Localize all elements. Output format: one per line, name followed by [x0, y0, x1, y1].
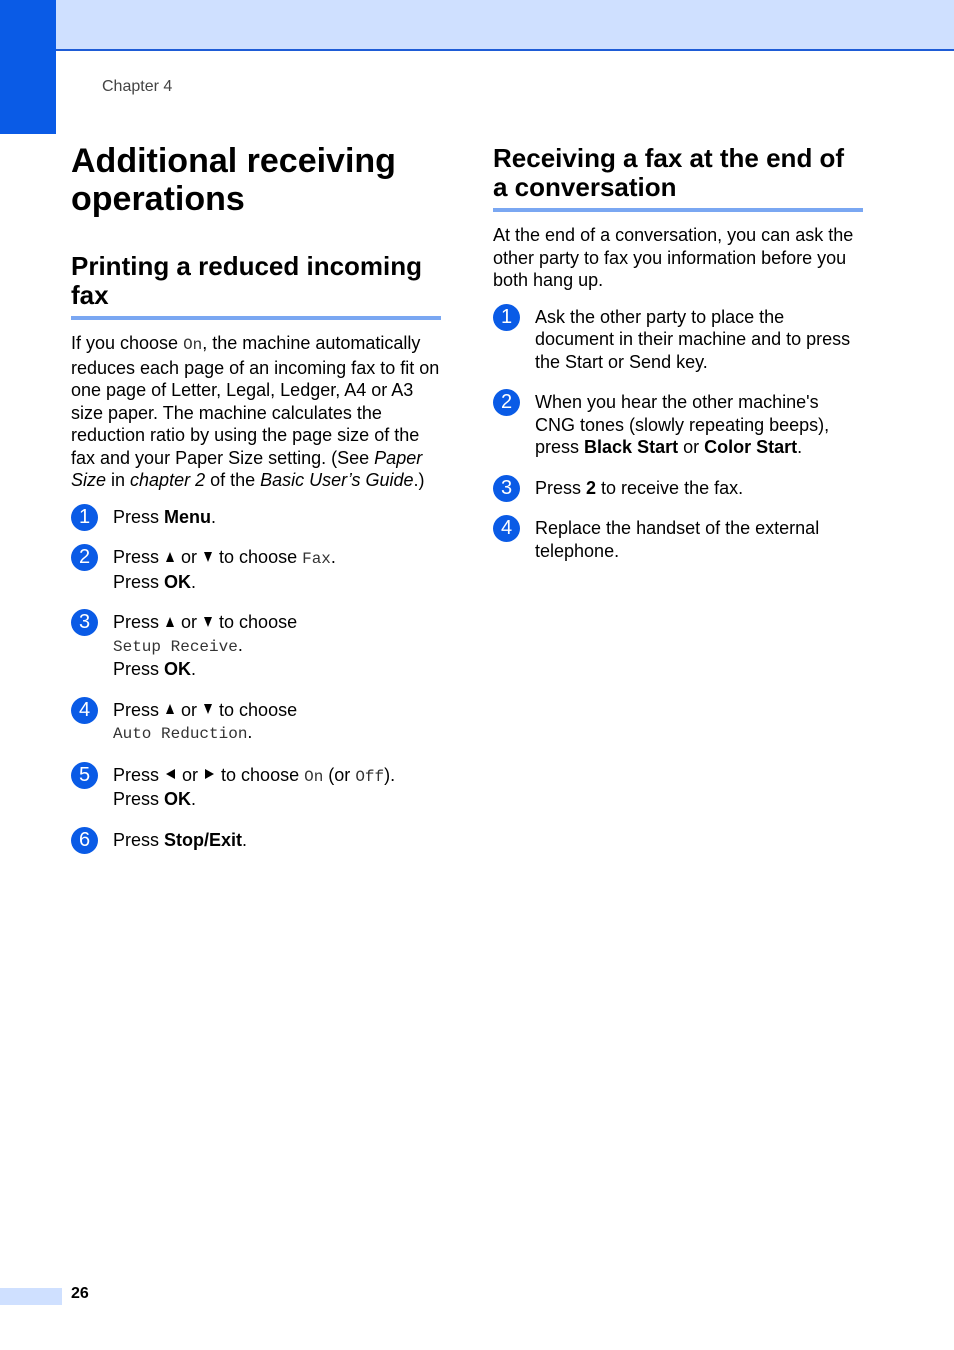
step-text: Press — [113, 699, 165, 720]
option-on: On — [183, 336, 203, 354]
step-text: Ask the other party to place the document in their machine and to press the Start or Send key. — [535, 306, 851, 372]
step-number: 6 — [71, 827, 98, 854]
step-number: 5 — [71, 762, 98, 789]
up-arrow-icon — [166, 704, 174, 714]
step-item — [493, 517, 863, 562]
reduced-fax-steps — [71, 506, 441, 852]
step-text: Press — [113, 789, 165, 809]
key-name: Color Start — [704, 437, 798, 457]
step-text: Replace the handset of the external telephone. — [535, 518, 820, 561]
step-item — [71, 699, 441, 746]
step-text: Press — [113, 506, 165, 527]
step-text: ). — [384, 764, 396, 785]
step-text: to choose — [216, 764, 305, 785]
step-text: Press — [113, 547, 165, 567]
step-item — [71, 829, 441, 852]
step-text: Press — [535, 477, 587, 498]
step-text: . — [211, 506, 217, 527]
step-number: 3 — [493, 475, 520, 502]
intro-text: If you choose — [71, 333, 184, 353]
key-name: Black Start — [584, 437, 679, 457]
step-text: When you hear the other machine's CNG tones (slowly repeating beeps), press — [535, 392, 830, 457]
end-of-conversation-steps — [493, 306, 863, 563]
key-name: OK — [164, 659, 192, 679]
key-name: 2 — [586, 477, 597, 498]
left-arrow-icon — [166, 769, 175, 779]
step-text: Press — [113, 659, 165, 679]
step-item — [71, 546, 441, 593]
step-text: to choose — [214, 547, 303, 567]
left-column — [71, 142, 441, 869]
key-name: OK — [164, 789, 192, 809]
intro-text: , the machine automatically reduces each page of an incoming fax to fit on one page of Letter, Legal, Ledger, A4 or A3 size paper. The machine calculates the reduction ratio by using the page size of the fax and your Paper Size setting. (See — [71, 333, 440, 468]
step-text: or — [177, 764, 204, 785]
chapter-tab — [0, 0, 56, 134]
step-number: 3 — [71, 609, 98, 636]
step-text: or — [176, 612, 203, 632]
ref-chapter: chapter 2 — [130, 470, 206, 490]
step-item — [493, 391, 863, 459]
key-name: Stop/Exit — [164, 829, 243, 850]
ref-guide: Basic User’s Guide — [260, 470, 414, 490]
step-text: . — [237, 634, 243, 655]
menu-option: Setup Receive — [113, 637, 238, 656]
step-text: or — [176, 547, 203, 567]
menu-option: Off — [355, 767, 385, 786]
down-arrow-icon — [204, 704, 212, 714]
menu-option: Auto Reduction — [113, 725, 248, 743]
header-band — [0, 0, 954, 51]
chapter-label: Chapter 4 — [102, 78, 173, 95]
intro-text: of the — [205, 470, 261, 490]
step-number: 1 — [71, 504, 98, 531]
step-text: . — [191, 659, 197, 679]
key-name: Menu — [164, 506, 212, 527]
menu-option: On — [304, 767, 324, 786]
ref-paper-size: Paper Size — [71, 447, 423, 490]
right-column — [493, 142, 863, 580]
section-title-reduced-fax: Printing a reduced incoming fax — [71, 252, 441, 320]
step-number: 2 — [71, 544, 98, 571]
step-text: (or — [323, 764, 356, 785]
step-item — [71, 506, 441, 529]
down-arrow-icon — [204, 617, 212, 627]
step-text: or — [678, 437, 705, 457]
step-text: to choose — [214, 612, 298, 632]
section-title-end-of-conversation: Receiving a fax at the end of a conversation — [493, 144, 863, 212]
menu-option: Fax — [302, 550, 331, 568]
step-text: to receive the fax. — [596, 477, 744, 498]
footer-band — [0, 1288, 62, 1305]
step-text: . — [330, 547, 336, 567]
page-title: Additional receiving operations — [71, 142, 396, 218]
right-arrow-icon — [205, 769, 214, 779]
step-text: . — [191, 789, 197, 809]
step-item — [71, 764, 441, 811]
step-text: or — [176, 699, 203, 720]
intro-text: .) — [413, 470, 425, 490]
step-number: 4 — [71, 697, 98, 724]
end-of-conversation-intro: At the end of a conversation, you can ask the other party to fax you information before you both hang up. — [493, 225, 854, 290]
page-number: 26 — [71, 1285, 89, 1302]
step-text: . — [191, 571, 197, 592]
step-text: Press — [113, 829, 165, 850]
step-number: 2 — [493, 389, 520, 416]
step-item — [71, 611, 441, 681]
step-text: . — [242, 829, 248, 850]
step-item — [493, 306, 863, 374]
up-arrow-icon — [166, 617, 174, 627]
up-arrow-icon — [166, 552, 174, 562]
step-item — [493, 477, 863, 500]
step-text: . — [797, 437, 803, 457]
step-number: 1 — [493, 304, 520, 331]
down-arrow-icon — [204, 552, 212, 562]
intro-text: in — [106, 470, 131, 490]
step-text: . — [247, 722, 253, 742]
step-text: to choose — [214, 699, 298, 720]
key-name: OK — [164, 571, 192, 592]
step-text: Press — [113, 764, 165, 785]
step-number: 4 — [493, 515, 520, 542]
reduced-fax-intro — [71, 332, 441, 492]
step-text: Press — [113, 571, 165, 592]
step-text: Press — [113, 612, 165, 632]
